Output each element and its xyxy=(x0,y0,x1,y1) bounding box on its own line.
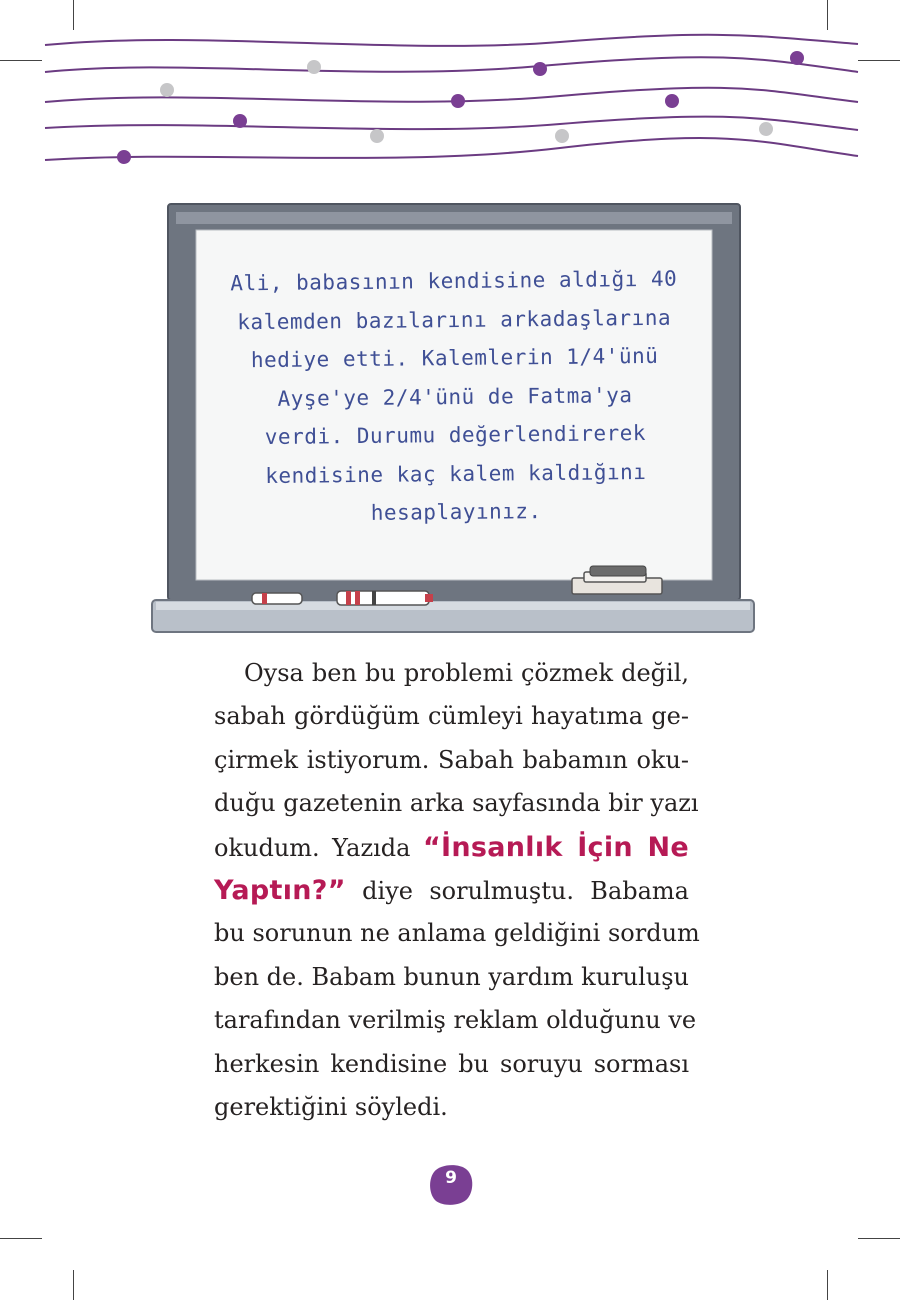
board-problem-text xyxy=(199,259,712,534)
text-line: Oysa ben bu problemi çözmek değil, xyxy=(244,659,689,687)
text-line: herkesin kendisine bu soruyu sorması xyxy=(214,1049,689,1078)
body-paragraph xyxy=(214,652,700,1129)
board-line: hesaplayınız. xyxy=(370,499,542,525)
crop-mark xyxy=(827,1270,828,1300)
text-line: gerektiğini söyledi. xyxy=(214,1092,448,1121)
marker-icon xyxy=(252,593,302,604)
text-line: duğu gazetenin arka sayfasında bir yazı xyxy=(214,789,699,818)
highlighted-quote: Yaptın?” xyxy=(214,874,346,906)
page-number: 9 xyxy=(445,1168,457,1188)
board-line: Ayşe'ye 2/4'ünü de Fatma'ya xyxy=(277,382,633,411)
text-line xyxy=(214,826,689,869)
crop-mark xyxy=(73,1270,74,1300)
text-line: tarafından verilmiş reklam olduğunu ve xyxy=(214,1006,697,1035)
board-line: kendisine kaç kalem kaldığını xyxy=(265,459,647,488)
text-line: ben de. Babam bunun yardım kuruluşu xyxy=(214,962,689,991)
text-line: çirmek istiyorum. Sabah babamın oku- xyxy=(214,745,689,774)
marker-icon xyxy=(337,591,433,605)
text-fragment: diye sorulmuştu. Babama xyxy=(362,876,689,905)
text-fragment: okudum. Yazıda xyxy=(214,833,411,862)
page-number-badge xyxy=(424,1160,478,1210)
crop-mark xyxy=(0,1238,42,1239)
board-line: kalemden bazılarını arkadaşlarına xyxy=(237,305,672,334)
text-line xyxy=(214,869,689,912)
crop-mark xyxy=(858,1238,900,1239)
board-line: verdi. Durumu değerlendirerek xyxy=(264,421,647,449)
board-line: hediye etti. Kalemlerin 1/4'ünü xyxy=(250,343,659,373)
board-line: Ali, babasının kendisine aldığı 40 xyxy=(230,266,678,296)
text-line: sabah gördüğüm cümleyi hayatıma ge- xyxy=(214,702,689,731)
text-line: bu sorunun ne anlama geldiğini sordum xyxy=(214,919,700,948)
highlighted-quote: “İnsanlık İçin Ne xyxy=(422,831,689,863)
